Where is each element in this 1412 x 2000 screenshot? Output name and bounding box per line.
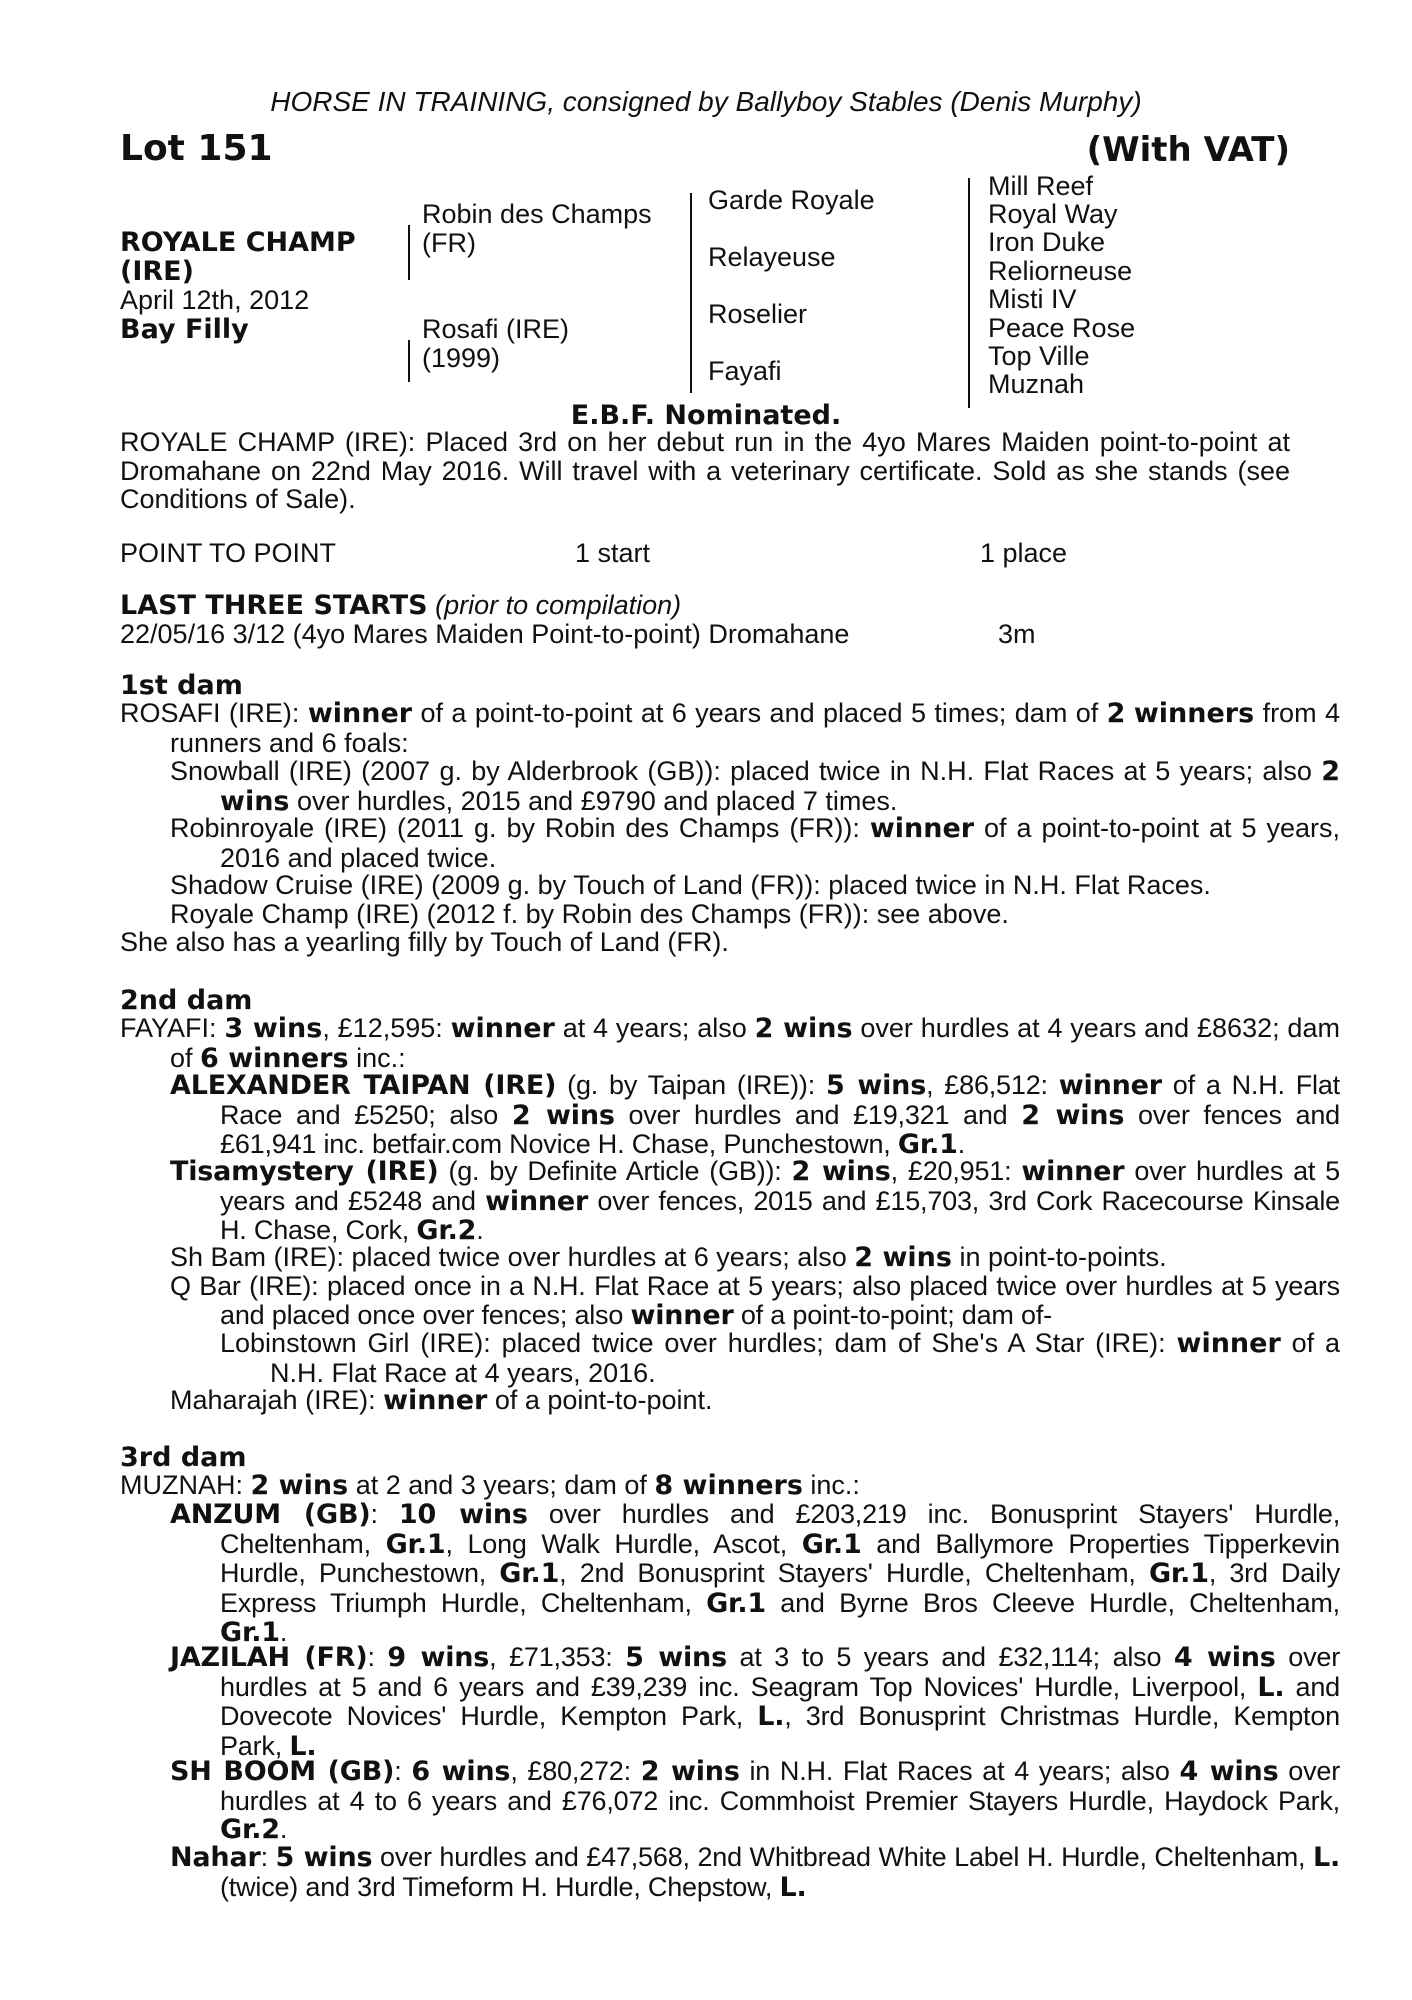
grandparent: Garde Royale [708, 185, 875, 215]
second-dam-produce-2: Tisamystery (IRE) (g. by Definite Article (GB)): 2 wins, £20,951: winner over hurdles at 5 years and £5248 and winner over fences, 2015 and £15,703, 3rd Cork Racecourse Kinsale H. Chase, Cork, Gr.2. [170, 1156, 1340, 1247]
third-dam-heading: 3rd dam [120, 1442, 247, 1473]
great-grandparent: Muznah [988, 369, 1085, 399]
first-dam-produce-2: Robinroyale (IRE) (2011 g. by Robin des Champs (FR)): winner of a point-to-point at 5 years, 2016 and placed twice. [170, 813, 1340, 873]
horse-sex: Bay Filly [120, 314, 249, 345]
last-start-distance: 3m [998, 619, 1036, 649]
first-dam-produce-3: Shadow Cruise (IRE) (2009 g. by Touch of Land (FR)): placed twice in N.H. Flat Races. [170, 870, 1211, 900]
ebf-status: E.B.F. Nominated. [570, 400, 842, 431]
great-grandparent: Mill Reef [988, 171, 1094, 201]
second-dam-produce-3: Sh Bam (IRE): placed twice over hurdles at 6 years; also 2 wins in point-to-points. [170, 1242, 1167, 1273]
first-dam-heading: 1st dam [120, 670, 243, 701]
lot-number: Lot 151 [120, 128, 273, 169]
great-grandparent: Reliorneuse [988, 256, 1133, 286]
record-starts: 1 start [575, 538, 651, 568]
summary-paragraph: ROYALE CHAMP (IRE): Placed 3rd on her debut run in the 4yo Mares Maiden point-to-point at Dromahane on 22nd May 2016. Will travel with a veterinary certificate. Sold as she stands (see Conditions of Sale). [120, 427, 1290, 515]
great-grandparent: Misti IV [988, 284, 1077, 314]
grandparent: Roselier [708, 299, 808, 329]
dam-year: (1999) [422, 343, 501, 373]
second-dam-produce-1: ALEXANDER TAIPAN (IRE) (g. by Taipan (IRE)): 5 wins, £86,512: winner of a N.H. Flat Race and £5250; also 2 wins over hurdles and £19,321 and 2 wins over fences and £61,941 inc. betfair.com Novice H. Chase, Punchestown, Gr.1. [170, 1070, 1340, 1161]
great-grandparent: Royal Way [988, 199, 1118, 229]
great-grandparent: Peace Rose [988, 313, 1136, 343]
pedigree-divider [408, 340, 410, 382]
consignment-line: HORSE IN TRAINING, consigned by Ballyboy Stables (Denis Murphy) [270, 86, 1142, 117]
foaling-date: April 12th, 2012 [120, 285, 310, 315]
second-dam-produce-4: Q Bar (IRE): placed once in a N.H. Flat Race at 5 years; also placed twice over hurdles at 5 years and placed once over fences; also winner of a point-to-point; dam of- [170, 1271, 1340, 1331]
second-dam-intro: FAYAFI: 3 wins, £12,595: winner at 4 years; also 2 wins over hurdles at 4 years and £8632; dam of 6 winners inc.: [120, 1013, 1340, 1074]
last-start-race: 22/05/16 3/12 (4yo Mares Maiden Point-to-point) Dromahane [120, 619, 850, 649]
dam: Rosafi (IRE) [422, 314, 570, 344]
great-grandparent: Top Ville [988, 341, 1090, 371]
first-dam-intro: ROSAFI (IRE): winner of a point-to-point at 6 years and placed 5 times; dam of 2 winners from 4 runners and 6 foals: [120, 698, 1340, 758]
second-dam-heading: 2nd dam [120, 985, 253, 1016]
third-dam-intro: MUZNAH: 2 wins at 2 and 3 years; dam of 8 winners inc.: [120, 1470, 860, 1501]
last-starts-heading [120, 590, 681, 621]
sire-country: (FR) [422, 228, 476, 258]
record-places: 1 place [980, 538, 1068, 568]
first-dam-produce-1: Snowball (IRE) (2007 g. by Alderbrook (GB)): placed twice in N.H. Flat Races at 5 years; also 2 wins over hurdles, 2015 and £9790 and placed 7 times. [170, 756, 1340, 817]
horse-name-suffix: (IRE) [120, 256, 194, 287]
second-dam-grand-produce: Lobinstown Girl (IRE): placed twice over hurdles; dam of She's A Star (IRE): winner of a N.H. Flat Race at 4 years, 2016. [220, 1328, 1341, 1388]
second-dam-produce-5: Maharajah (IRE): winner of a point-to-point. [170, 1385, 713, 1416]
great-grandparent: Iron Duke [988, 227, 1106, 257]
sire: Robin des Champs [422, 199, 652, 229]
pedigree-divider [968, 178, 970, 408]
first-dam-footer: She also has a yearling filly by Touch of Land (FR). [120, 927, 729, 957]
last-starts-note: (prior to compilation) [435, 590, 682, 620]
horse-name: ROYALE CHAMP [120, 227, 356, 258]
third-dam-produce-3: SH BOOM (GB): 6 wins, £80,272: 2 wins in N.H. Flat Races at 4 years; also 4 wins over hurdles at 4 to 6 years and £76,072 inc. Commhoist Premier Stayers Hurdle, Haydock Park, Gr.2. [170, 1756, 1340, 1846]
record-category: POINT TO POINT [120, 538, 337, 568]
pedigree-divider [690, 193, 692, 393]
third-dam-produce-1: ANZUM (GB): 10 wins over hurdles and £203,219 inc. Bonusprint Stayers' Hurdle, Cheltenham, Gr.1, Long Walk Hurdle, Ascot, Gr.1 and Ballymore Properties Tipperkevin Hurdle, Punchestown, Gr.1, 2nd Bonusprint Stayers' Hurdle, Cheltenham, Gr.1, 3rd Daily Express Triumph Hurdle, Cheltenham, Gr.1 and Byrne Bros Cleeve Hurdle, Cheltenham, Gr.1. [170, 1499, 1341, 1649]
third-dam-produce-4: Nahar: 5 wins over hurdles and £47,568, 2nd Whitbread White Label H. Hurdle, Cheltenham, L. (twice) and 3rd Timeform H. Hurdle, Chepstow, L. [170, 1842, 1340, 1903]
vat-note: (With VAT) [1086, 130, 1290, 170]
third-dam-produce-2: JAZILAH (FR): 9 wins, £71,353: 5 wins at 3 to 5 years and £32,114; also 4 wins over hurdles at 5 and 6 years and £39,239 inc. Seagram Top Novices' Hurdle, Liverpool, L. and Dovecote Novices' Hurdle, Kempton Park, L., 3rd Bonusprint Christmas Hurdle, Kempton Park, L. [170, 1642, 1341, 1762]
grandparent: Relayeuse [708, 242, 836, 272]
last-starts-title: LAST THREE STARTS [120, 590, 428, 621]
grandparent: Fayafi [708, 356, 782, 386]
first-dam-produce-4: Royale Champ (IRE) (2012 f. by Robin des Champs (FR)): see above. [170, 899, 1009, 929]
pedigree-divider [408, 225, 410, 280]
